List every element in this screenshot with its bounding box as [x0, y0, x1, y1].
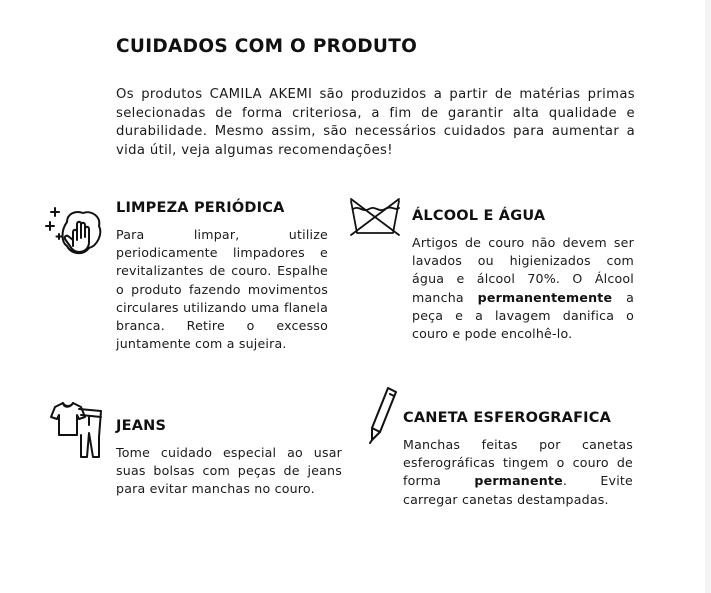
page-title: CUIDADOS COM O PRODUTO	[116, 36, 418, 57]
emphasis-text: permanente	[474, 473, 563, 489]
emphasis-text: permanentemente	[477, 289, 613, 305]
section-caneta	[403, 410, 633, 509]
cleaning-hand-sparkles-icon	[45, 206, 105, 258]
body-text: . Evite carregar canetas destampadas.	[403, 473, 633, 507]
section-body-limpeza: Para limpar, utilize periodicamente limpadores e revitalizantes de couro. Espalhe o produto fazendo movimentos circulares utilizando uma flanela branca. Retire o excesso juntamente com a sujeira.	[116, 227, 328, 352]
shirt-and-jeans-icon	[45, 401, 107, 459]
section-body-caneta	[403, 436, 633, 509]
body-text: a peça e a lavagem danifica o couro e pode encolhê-lo.	[412, 289, 634, 342]
section-title-alcool: ÁLCOOL E ÁGUA	[412, 208, 546, 224]
section-title-caneta: CANETA ESFEROGRAFICA	[403, 410, 612, 426]
pen-icon	[366, 386, 400, 444]
section-title-jeans: JEANS	[116, 418, 167, 434]
section-body-alcool	[412, 234, 634, 343]
section-limpeza	[116, 200, 328, 353]
section-body-jeans: Tome cuidado especial ao usar suas bolsas com peças de jeans para evitar manchas no couro.	[116, 445, 342, 497]
do-not-wash-icon	[349, 197, 401, 237]
intro-paragraph: Os produtos CAMILA AKEMI são produzidos a partir de matérias primas selecionadas de forma criteriosa, a fim de garantir alta qualidade e durabilidade. Mesmo assim, são necessários cuidados para aumentar a vida útil, veja algumas recomendações!	[116, 87, 635, 158]
body-text: Manchas feitas por canetas esferográficas tingem o couro de forma	[403, 437, 633, 489]
section-jeans	[116, 418, 342, 499]
section-title-limpeza: LIMPEZA PERIÓDICA	[116, 200, 285, 216]
body-text: Artigos de couro não devem ser lavados ou higienizados com água e álcool 70%. O Álcool mancha	[412, 235, 634, 305]
page-edge	[705, 0, 711, 593]
section-alcool	[412, 208, 634, 343]
